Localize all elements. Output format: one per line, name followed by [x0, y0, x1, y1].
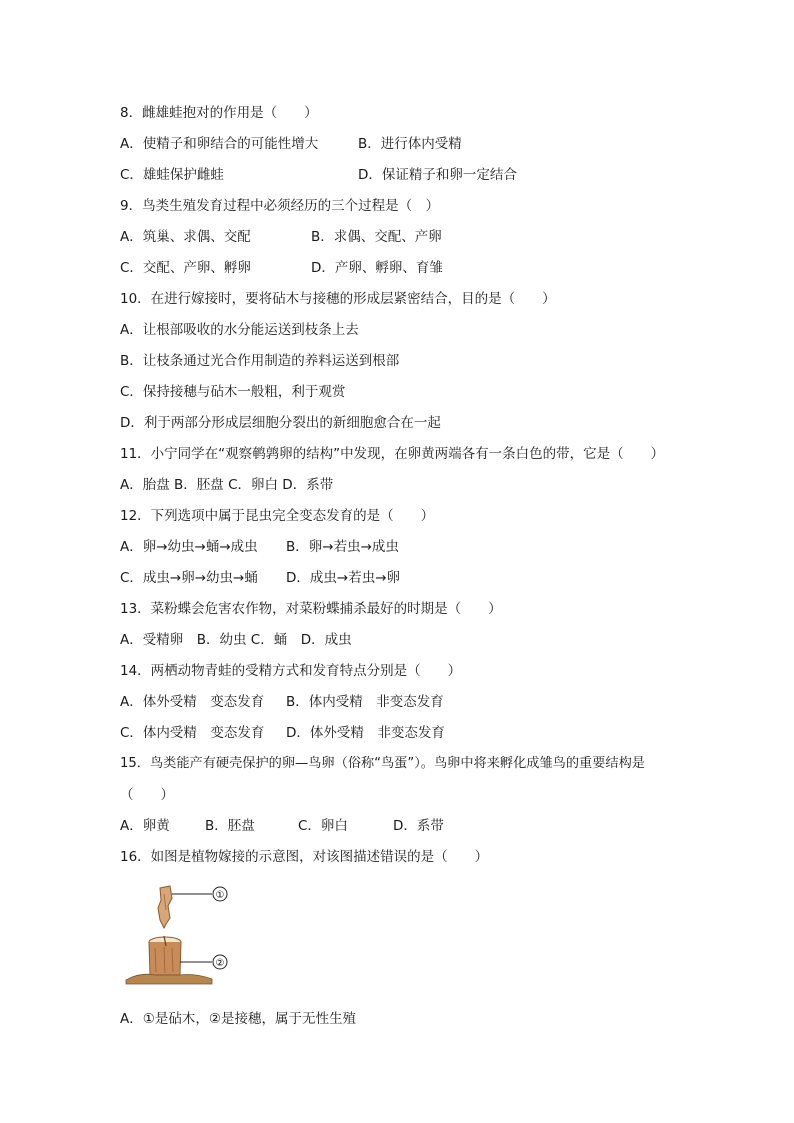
q9-option-a: A．筑巢、求偶、交配	[120, 229, 251, 245]
q12-stem: 12．下列选项中属于昆虫完全变态发育的是（ ）	[120, 508, 435, 524]
q15-option-b: B．胚盘	[205, 818, 255, 834]
q15-option-a: A．卵黄	[120, 818, 170, 834]
q12-option-d: D．成虫→若虫→卵	[286, 570, 401, 586]
q10-option-b: B．让枝条通过光合作用制造的养料运送到根部	[120, 353, 400, 369]
scion-shape	[158, 886, 172, 928]
q15-option-d: D．系带	[393, 818, 444, 834]
q14-option-a: A．体外受精 变态发育	[120, 694, 265, 710]
q9-option-c: C．交配、产卵、孵卵	[120, 260, 251, 276]
q8-option-d: D．保证精子和卵一定结合	[358, 167, 517, 183]
q8-stem: 8．雌雄蛙抱对的作用是（ ）	[120, 105, 318, 121]
q9-option-d: D．产卵、孵卵、育雏	[311, 260, 443, 276]
q8-option-a: A．使精子和卵结合的可能性增大	[120, 136, 319, 152]
q12-option-b: B．卵→若虫→成虫	[286, 539, 399, 555]
q11-stem: 11．小宁同学在“观察鹌鹑卵的结构”中发现，在卵黄两端各有一条白色的带，它是（ ）	[120, 446, 665, 462]
q10-option-d: D．利于两部分形成层细胞分裂出的新细胞愈合在一起	[120, 415, 441, 431]
q8-option-c: C．雄蛙保护雌蛙	[120, 167, 224, 183]
q8-option-b: B．进行体内受精	[358, 136, 462, 152]
q14-option-d: D．体外受精 非变态发育	[286, 725, 445, 741]
q10-option-c: C．保持接穗与砧木一般粗，利于观赏	[120, 384, 346, 400]
ground	[126, 974, 212, 984]
q14-option-b: B．体内受精 非变态发育	[286, 694, 444, 710]
q14-option-c: C．体内受精 变态发育	[120, 725, 265, 741]
q13-options: A．受精卵 B．幼虫 C．蛹 D．成虫	[120, 632, 352, 648]
q15-stem: 15．鸟类能产有硬壳保护的卵—鸟卵（俗称“鸟蛋”）。鸟卵中将来孵化成雏鸟的重要结构是	[120, 756, 645, 771]
q12-option-a: A．卵→幼虫→蛹→成虫	[120, 539, 258, 555]
q9-stem: 9．鸟类生殖发育过程中必须经历的三个过程是（ ）	[120, 198, 440, 214]
q14-stem: 14．两栖动物青蛙的受精方式和发育特点分别是（ ）	[120, 663, 462, 679]
q15-stem-continued: （ ）	[120, 787, 174, 803]
diagram-label-1: ①	[215, 890, 225, 901]
q9-option-b: B．求偶、交配、产卵	[311, 229, 442, 245]
q16-option-a: A．①是砧木，②是接穗，属于无性生殖	[120, 1011, 356, 1027]
q10-stem: 10．在进行嫁接时，要将砧木与接穗的形成层紧密结合，目的是（ ）	[120, 291, 556, 307]
q15-option-c: C．卵白	[298, 818, 348, 834]
diagram-label-2: ②	[215, 958, 225, 969]
q12-option-c: C．成虫→卵→幼虫→蛹	[120, 570, 258, 586]
q11-options: A．胎盘 B．胚盘 C．卵白 D．系带	[120, 477, 334, 493]
q13-stem: 13．菜粉蝶会危害农作物，对菜粉蝶捕杀最好的时期是（ ）	[120, 601, 502, 617]
q16-stem: 16．如图是植物嫁接的示意图，对该图描述错误的是（ ）	[120, 849, 489, 865]
q10-option-a: A．让根部吸收的水分能运送到枝条上去	[120, 322, 359, 338]
grafting-diagram	[120, 880, 240, 990]
